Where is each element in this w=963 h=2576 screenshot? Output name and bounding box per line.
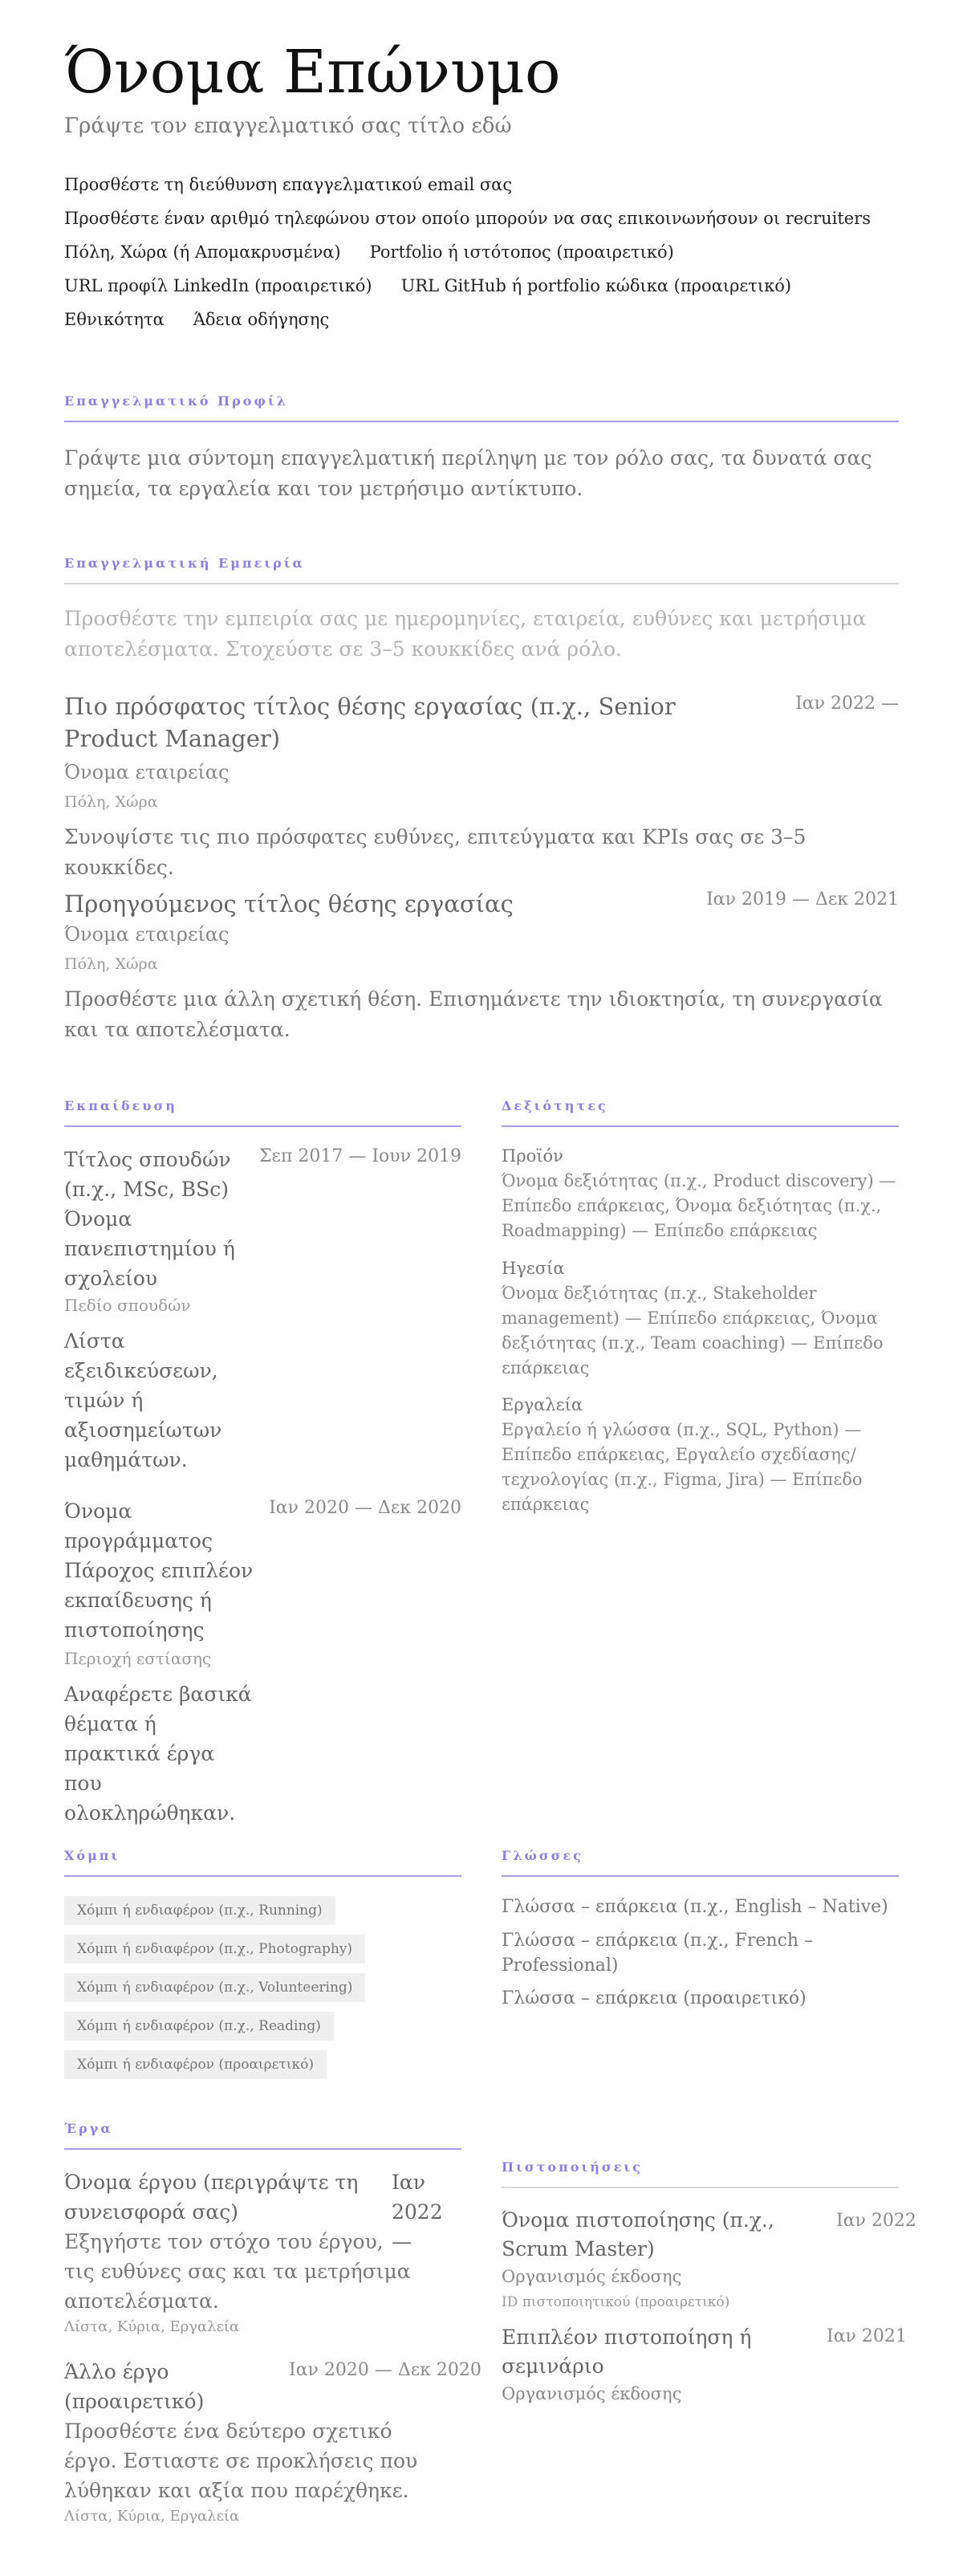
- skill-group-name: Ηγεσία: [502, 1259, 565, 1278]
- skill-group-text: Εργαλείο ή γλώσσα (π.χ., SQL, Python) — Επίπεδο επάρκειας, Εργαλείο σχεδίασης/τεχνολογίας (π.χ., Figma, Jira) — Επίπεδο επάρκειας: [502, 1420, 863, 1514]
- project-title: Άλλο έργο (προαιρετικό): [64, 2360, 205, 2413]
- contact-phone: Προσθέστε έναν αριθμό τηλεφώνου στον οποίο μπορούν να σας επικοινωνήσουν οι recruiters: [64, 209, 871, 228]
- contact-row-location: [64, 242, 674, 262]
- section-heading-experience: Επαγγελματική Εμπειρία: [64, 555, 305, 571]
- language-item: Γλώσσα – επάρκεια (προαιρετικό): [502, 1988, 807, 2008]
- certification-id: ID πιστοποιητικού (προαιρετικό): [502, 2294, 730, 2310]
- full-name: Όνομα Επώνυμο: [64, 38, 561, 107]
- contact-email: Προσθέστε τη διεύθυνση επαγγελματικού email σας: [64, 175, 513, 194]
- contact-github: URL GitHub ή portfolio κώδικα (προαιρετικό): [400, 276, 792, 295]
- job-location: Πόλη, Χώρα: [64, 793, 158, 811]
- job-company: Όνομα εταιρείας: [64, 761, 230, 783]
- contact-linkedin: URL προφίλ LinkedIn (προαιρετικό): [64, 276, 372, 295]
- job-description: Συνοψίστε τις πιο πρόσφατες ευθύνες, επιτεύγματα και KPIs σας σε 3–5 κουκκίδες.: [64, 825, 807, 879]
- skill-group-text: Όνομα δεξιότητας (π.χ., Stakeholder management) — Επίπεδο επάρκειας, Όνομα δεξιότητας (π.χ., Team coaching) — Επίπεδο επάρκειας: [502, 1284, 884, 1378]
- skill-group-name: Προϊόν: [502, 1146, 563, 1166]
- project-description: Εξηγήστε τον στόχο του έργου, τις ευθύνες σας και τα μετρήσιμα αποτελέσματα.: [64, 2230, 411, 2313]
- project-tags: Λίστα, Κύρια, Εργαλεία: [64, 2508, 240, 2525]
- section-divider: [64, 583, 899, 584]
- job-date: Ιαν 2019 — Δεκ 2021: [706, 889, 899, 910]
- section-heading-languages: Γλώσσες: [502, 1848, 583, 1863]
- section-divider: [502, 2187, 899, 2188]
- language-item: Γλώσσα – επάρκεια (π.χ., French – Professional): [502, 1931, 814, 1976]
- project-description: Προσθέστε ένα δεύτερο σχετικό έργο. Εστιαστε σε προκλήσεις που λύθηκαν και αξία που παρέχθηκε.: [64, 2419, 418, 2502]
- education-title: Τίτλος σπουδών (π.χ., MSc, BSc) Όνομα πανεπιστημίου ή σχολείου: [64, 1148, 235, 1290]
- hobby-tag: Χόμπι ή ενδιαφέρον (π.χ., Volunteering): [64, 1973, 365, 2002]
- education-note: Λίστα εξειδικεύσεων, τιμών ή αξιοσημείωτων μαθημάτων.: [64, 1329, 222, 1471]
- section-heading-projects: Έργα: [64, 2121, 113, 2136]
- section-heading-certifications: Πιστοποιήσεις: [502, 2159, 643, 2175]
- certification-title: Όνομα πιστοποίησης (π.χ., Scrum Master): [502, 2208, 774, 2261]
- job-description: Προσθέστε μια άλλη σχετική θέση. Επισημάνετε την ιδιοκτησία, τη συνεργασία και τα αποτελέσματα.: [64, 987, 883, 1041]
- job-date: Ιαν 2022 —: [795, 694, 899, 714]
- job-title: Προηγούμενος τίτλος θέσης εργασίας: [64, 890, 514, 918]
- profile-summary: Γράψτε μια σύντομη επαγγελματική περίληψη με τον ρόλο σας, τα δυνατά σας σημεία, τα εργαλεία και τον μετρήσιμο αντίκτυπο.: [64, 446, 872, 500]
- skill-group-text: Όνομα δεξιότητας (π.χ., Product discovery) — Επίπεδο επάρκειας, Όνομα δεξιότητας (π.χ., Roadmapping) — Επίπεδο επάρκειας: [502, 1171, 896, 1240]
- education-date: Ιαν 2020 — Δεκ 2020: [269, 1498, 461, 1518]
- skill-group-name: Εργαλεία: [502, 1395, 583, 1414]
- education-field: Περιοχή εστίασης: [64, 1649, 212, 1668]
- section-divider: [64, 2148, 461, 2150]
- education-date: Σεπ 2017 — Ιουν 2019: [258, 1146, 461, 1166]
- section-divider: [502, 1125, 899, 1127]
- contact-portfolio: Portfolio ή ιστότοπος (προαιρετικό): [369, 242, 674, 262]
- certification-date: Ιαν 2022: [836, 2211, 916, 2231]
- job-location: Πόλη, Χώρα: [64, 955, 158, 973]
- hobby-tag: Χόμπι ή ενδιαφέρον (π.χ., Reading): [64, 2012, 334, 2041]
- education-note: Αναφέρετε βασικά θέματα ή πρακτικά έργα που ολοκληρώθηκαν.: [64, 1683, 252, 1825]
- section-divider: [502, 1875, 899, 1877]
- certification-title: Επιπλέον πιστοποίηση ή σεμινάριο: [502, 2326, 752, 2378]
- hobby-tag: Χόμπι ή ενδιαφέρον (π.χ., Photography): [64, 1935, 365, 1964]
- section-heading-education: Εκπαίδευση: [64, 1098, 177, 1113]
- contact-row-personal: [64, 310, 329, 329]
- project-tags: Λίστα, Κύρια, Εργαλεία: [64, 2318, 240, 2335]
- certification-org: Οργανισμός έκδοσης: [502, 2267, 682, 2286]
- project-date: Ιαν 2022 —: [392, 2171, 443, 2253]
- contact-row-links: [64, 276, 791, 295]
- section-divider: [64, 421, 899, 422]
- language-item: Γλώσσα – επάρκεια (π.χ., English – Native): [502, 1897, 888, 1917]
- contact-license: Άδεια οδήγησης: [193, 310, 330, 329]
- certification-date: Ιαν 2021: [827, 2326, 907, 2346]
- contact-location: Πόλη, Χώρα (ή Απομακρυσμένα): [64, 242, 341, 262]
- project-title: Όνομα έργου (περιγράψτε τη συνεισφορά σας): [64, 2171, 359, 2224]
- job-title: Πιο πρόσφατος τίτλος θέσης εργασίας (π.χ., Senior Product Manager): [64, 693, 676, 752]
- hobby-tag: Χόμπι ή ενδιαφέρον (προαιρετικό): [64, 2050, 327, 2079]
- hobby-tag: Χόμπι ή ενδιαφέρον (π.χ., Running): [64, 1896, 335, 1925]
- job-company: Όνομα εταιρείας: [64, 923, 230, 946]
- section-heading-skills: Δεξιότητες: [502, 1098, 608, 1113]
- contact-nationality: Εθνικότητα: [64, 310, 165, 329]
- experience-intro: Προσθέστε την εμπειρία σας με ημερομηνίες, εταιρεία, ευθύνες και μετρήσιμα αποτελέσματα. Στοχεύστε σε 3–5 κουκκίδες ανά ρόλο.: [64, 607, 867, 661]
- section-divider: [64, 1875, 461, 1877]
- section-divider: [64, 1125, 461, 1127]
- project-date: Ιαν 2020 — Δεκ 2020: [289, 2360, 482, 2380]
- education-title: Όνομα προγράμματος Πάροχος επιπλέον εκπαίδευσης ή πιστοποίησης: [64, 1500, 254, 1642]
- education-field: Πεδίο σπουδών: [64, 1296, 191, 1315]
- section-heading-hobbies: Χόμπι: [64, 1848, 120, 1863]
- professional-title: Γράψτε τον επαγγελματικό σας τίτλο εδώ: [64, 114, 512, 138]
- certification-org: Οργανισμός έκδοσης: [502, 2384, 682, 2403]
- section-heading-profile: Επαγγελματικό Προφίλ: [64, 393, 288, 409]
